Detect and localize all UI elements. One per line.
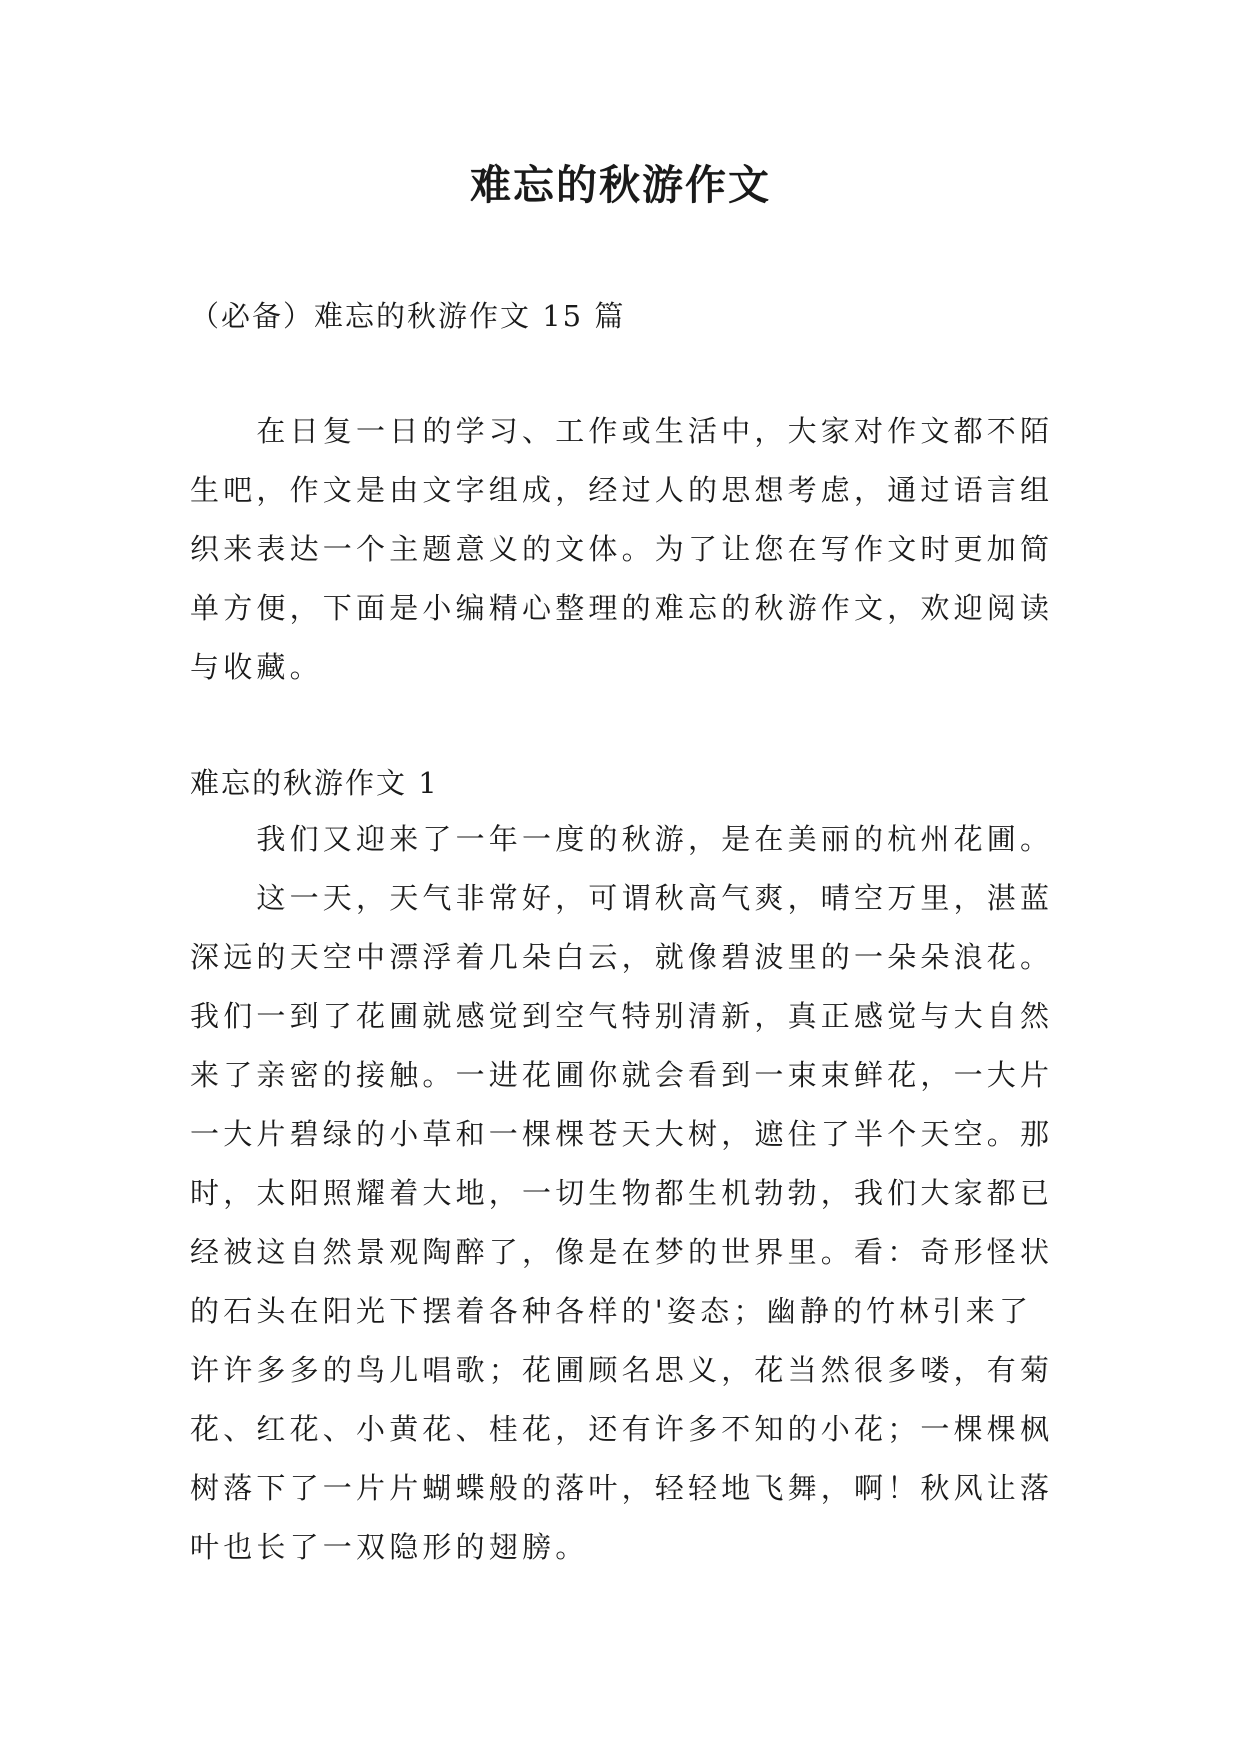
intro-line: 单方便，下面是小编精心整理的难忘的秋游作文，欢迎阅读 [190, 591, 1054, 625]
essay-line: 来了亲密的接触。一进花圃你就会看到一束束鲜花，一大片 [190, 1058, 1054, 1092]
essay-line: 花、红花、小黄花、桂花，还有许多不知的小花；一棵棵枫 [190, 1412, 1054, 1446]
section-heading: 难忘的秋游作文 1 [190, 766, 439, 800]
essay-line: 叶也长了一双隐形的翅膀。 [190, 1530, 589, 1564]
essay-line: 我们又迎来了一年一度的秋游，是在美丽的杭州花圃。 [190, 822, 1054, 856]
essay-line: 深远的天空中漂浮着几朵白云，就像碧波里的一朵朵浪花。 [190, 940, 1054, 974]
essay-line: 树落下了一片片蝴蝶般的落叶，轻轻地飞舞，啊！秋风让落 [190, 1471, 1054, 1505]
essay-line: 时，太阳照耀着大地，一切生物都生机勃勃，我们大家都已 [190, 1176, 1054, 1210]
essay-paragraph [190, 810, 1070, 1577]
intro-line: 在日复一日的学习、工作或生活中，大家对作文都不陌 [190, 414, 1054, 448]
essay-line: 我们一到了花圃就感觉到空气特别清新，真正感觉与大自然 [190, 999, 1054, 1033]
essay-line: 这一天，天气非常好，可谓秋高气爽，晴空万里，湛蓝 [190, 881, 1054, 915]
essay-line: 经被这自然景观陶醉了，像是在梦的世界里。看：奇形怪状 [190, 1235, 1054, 1269]
intro-paragraph [190, 402, 1070, 697]
intro-line: 织来表达一个主题意义的文体。为了让您在写作文时更加简 [190, 532, 1054, 566]
document-subtitle: （必备）难忘的秋游作文 15 篇 [190, 299, 626, 333]
intro-line: 与收藏。 [190, 650, 323, 684]
essay-line: 的石头在阳光下摆着各种各样的'姿态；幽静的竹林引来了 [190, 1294, 1033, 1328]
essay-line: 一大片碧绿的小草和一棵棵苍天大树，遮住了半个天空。那 [190, 1117, 1054, 1151]
essay-line: 许许多多的鸟儿唱歌；花圃顾名思义，花当然很多喽，有菊 [190, 1353, 1054, 1387]
intro-line: 生吧，作文是由文字组成，经过人的思想考虑，通过语言组 [190, 473, 1054, 507]
document-title: 难忘的秋游作文 [470, 161, 771, 209]
